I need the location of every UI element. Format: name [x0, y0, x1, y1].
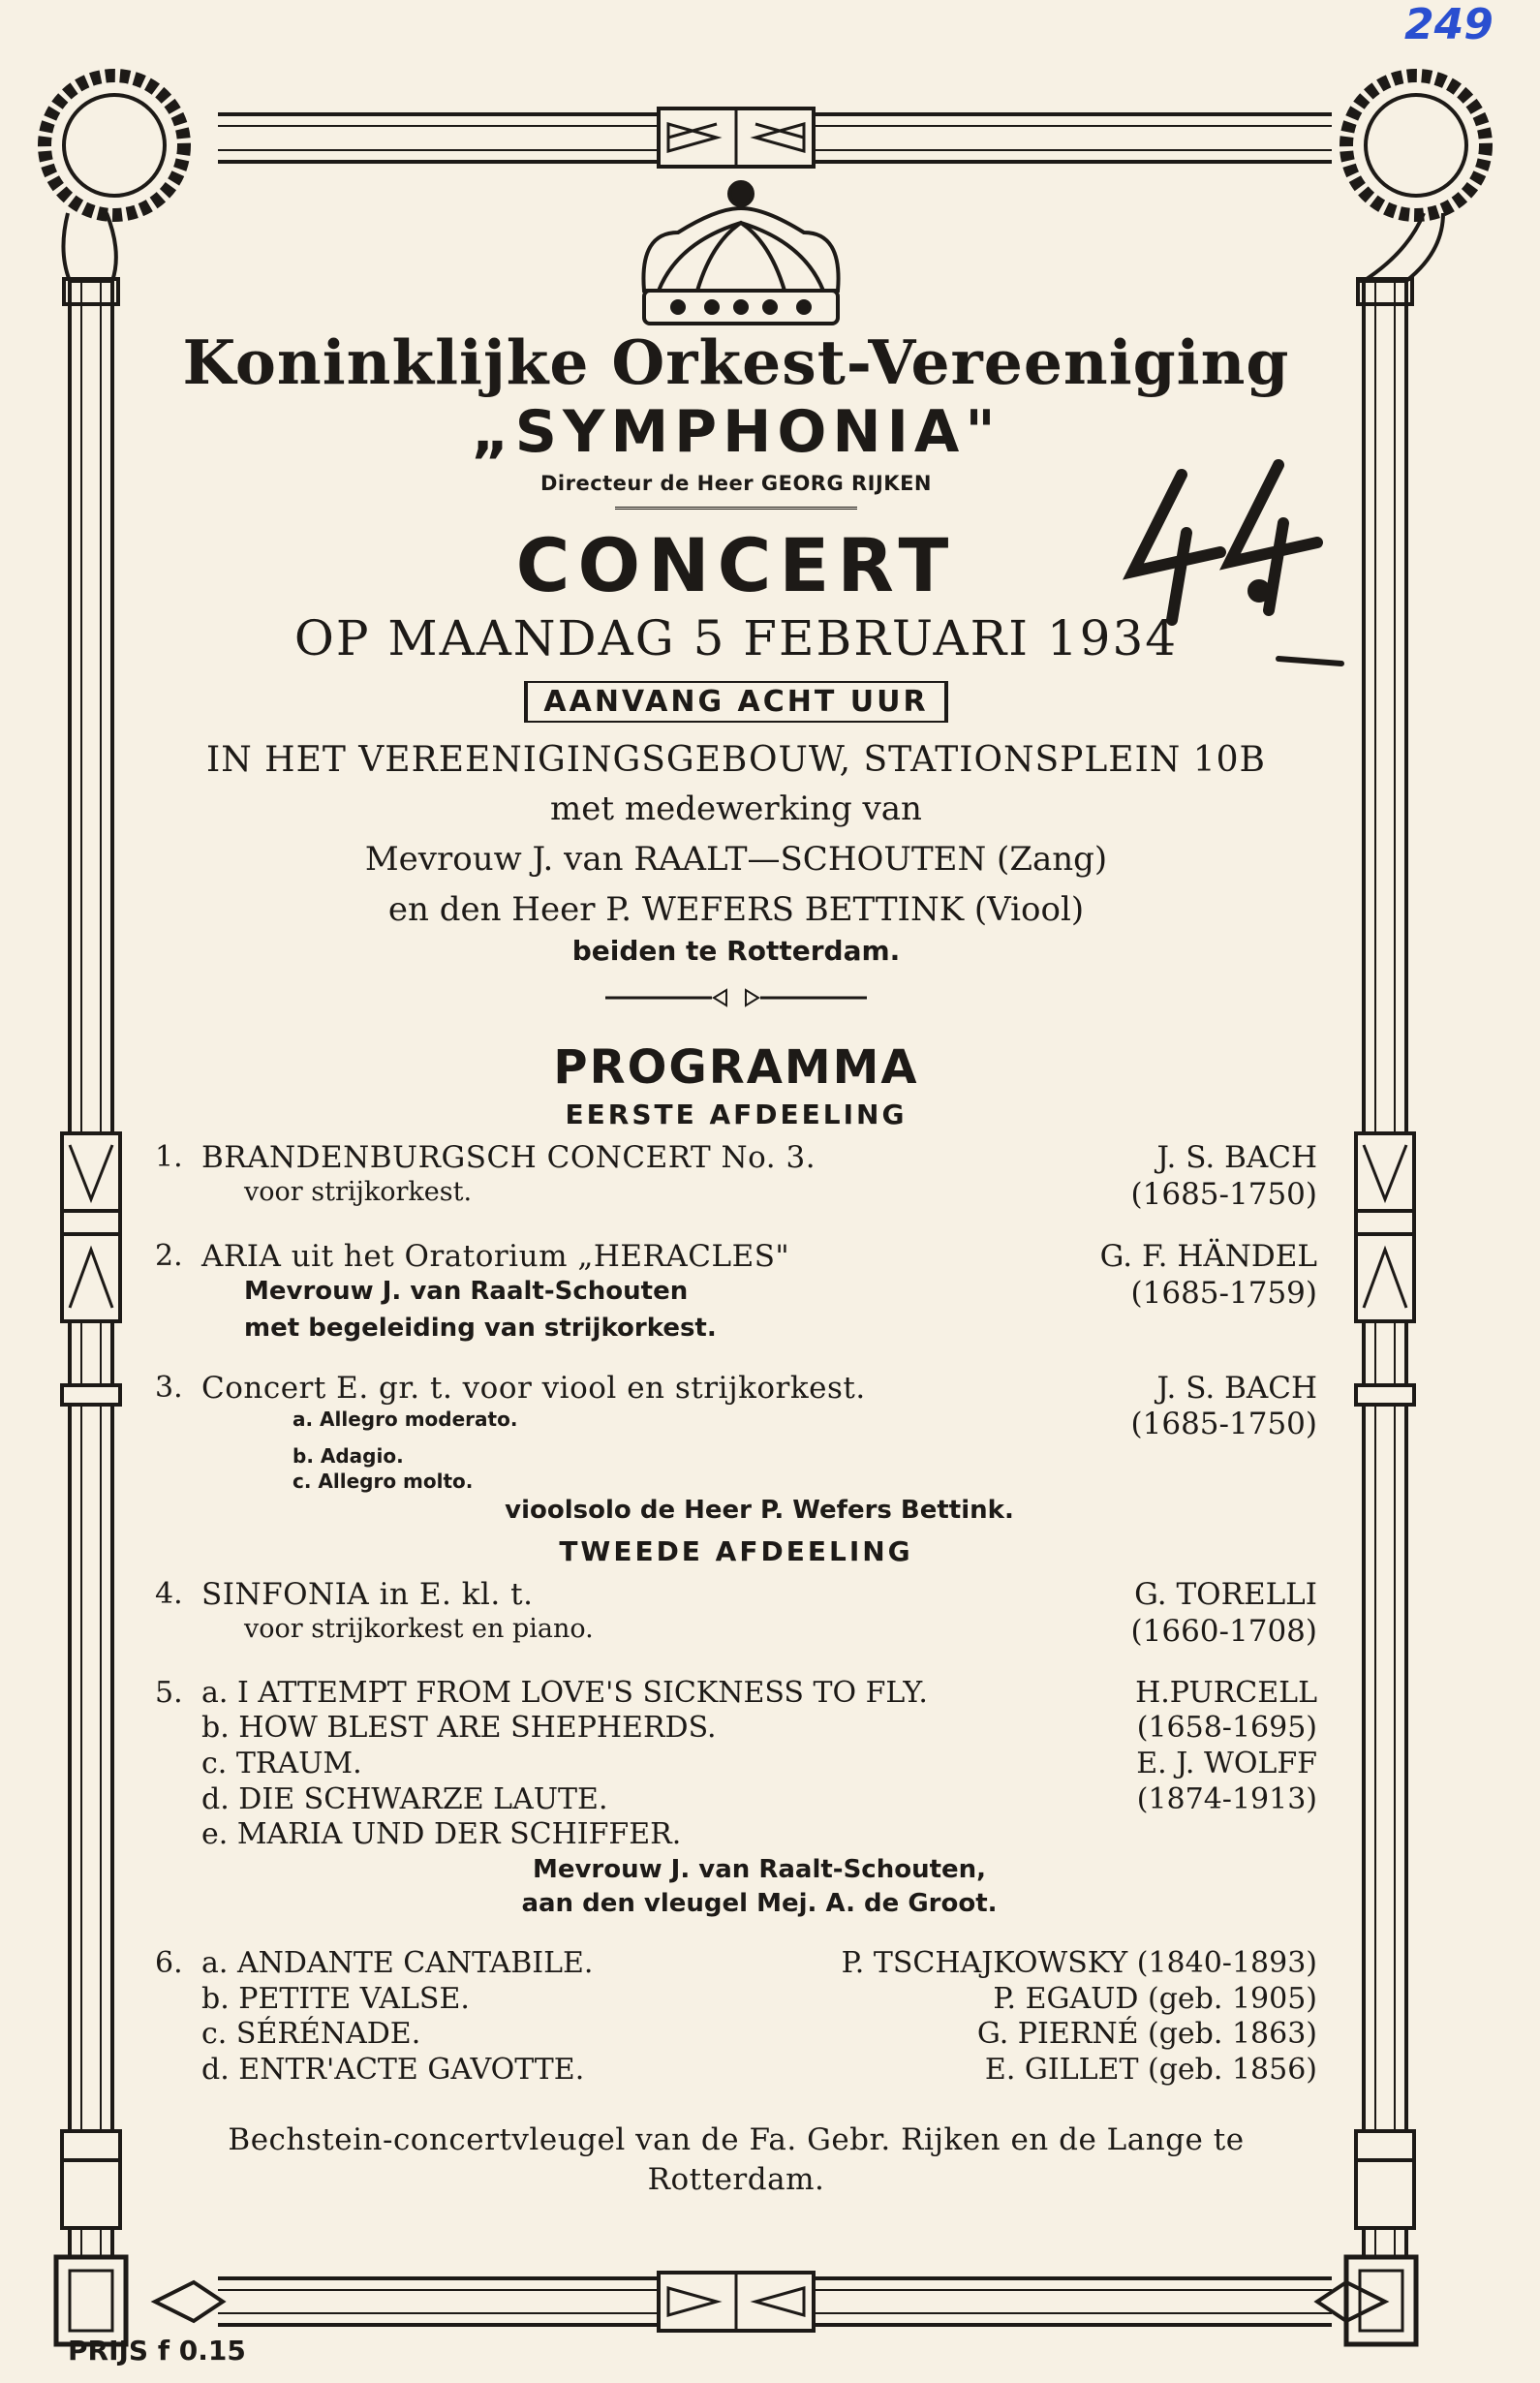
song-title: HOW BLEST ARE SHEPHERDS.: [238, 1711, 717, 1746]
start-time-box: AANVANG ACHT UUR: [524, 681, 947, 723]
concert-date: OP MAANDAG 5 FEBRUARI 1934: [293, 609, 1179, 666]
performers-origin: beiden te Rotterdam.: [571, 935, 901, 968]
programme-item-2: [155, 1239, 1317, 1345]
program-content: [155, 326, 1317, 2199]
divider: [615, 507, 857, 513]
song-title: TRAUM.: [235, 1747, 362, 1781]
song-title: DIE SCHWARZE LAUTE.: [238, 1781, 608, 1816]
line-letter: b.: [201, 1981, 230, 2016]
part-one-heading: EERSTE AFDEELING: [565, 1099, 908, 1131]
item-composer: J. S. BACH: [1156, 1140, 1317, 1176]
programme-item-5: [155, 1676, 1317, 1921]
song-title: I ATTEMPT FROM LOVE'S SICKNESS TO FLY.: [236, 1675, 928, 1710]
item-composer: J. S. BACH: [1156, 1370, 1317, 1406]
item-years: (1685-1759): [1130, 1275, 1317, 1311]
concert-title: CONCERT: [515, 522, 957, 609]
programme-title: PROGRAMMA: [553, 1040, 919, 1096]
item-number: 6.: [155, 1946, 183, 1980]
venue: IN HET VEREENIGINGSGEBOUW, STATIONSPLEIN 10B: [206, 739, 1266, 780]
song-composer: E. J. WOLFF: [1136, 1747, 1317, 1781]
part-two-heading: TWEEDE AFDEELING: [559, 1535, 913, 1568]
programme-item-4: [155, 1577, 1317, 1651]
line-letter: a.: [201, 1675, 229, 1710]
programme-items-part-two: [155, 1577, 1317, 2088]
director-line: Directeur de Heer GEORG RIJKEN: [539, 472, 933, 496]
item-number: 4.: [155, 1577, 183, 1612]
item-performer: Mevrouw J. van Raalt-Schouten: [244, 1276, 689, 1306]
song-years: (1658-1695): [1136, 1711, 1317, 1746]
piano-credit-line-2: Rotterdam.: [647, 2161, 825, 2197]
item-subtitle: voor strijkorkest.: [244, 1177, 473, 1208]
piece-composer: E. GILLET (geb. 1856): [984, 2052, 1317, 2087]
programme-item-3: [155, 1371, 1317, 1529]
item-number: 2.: [155, 1239, 183, 1274]
item-accompaniment: met begeleiding van strijkorkest.: [244, 1313, 717, 1343]
programme-item-1: [155, 1140, 1317, 1214]
song-composer: H.PURCELL: [1135, 1675, 1317, 1710]
movement-a: a. Allegro moderato.: [293, 1408, 518, 1432]
piece-composer: P. TSCHAJKOWSKY (1840-1893): [841, 1946, 1317, 1980]
line-letter: d.: [201, 1781, 230, 1816]
item-subtitle: voor strijkorkest en piano.: [244, 1614, 594, 1645]
orchestra-name: „SYMPHONIA": [471, 398, 1001, 467]
piece-title: ANDANTE CANTABILE.: [236, 1946, 594, 1980]
programme-items: [155, 1140, 1317, 1528]
item-number: 1.: [155, 1140, 183, 1175]
item-years: (1660-1708): [1130, 1614, 1317, 1650]
item-credit-1: Mevrouw J. van Raalt-Schouten,: [532, 1854, 987, 1884]
item-number: 3.: [155, 1370, 183, 1405]
society-name: Koninklijke Orkest-Vereeniging: [182, 326, 1290, 398]
ornament-divider: [605, 988, 867, 1007]
song-title: MARIA UND DER SCHIFFER.: [236, 1817, 682, 1852]
item-composer: G. F. HÄNDEL: [1099, 1239, 1317, 1275]
price-label: PRIJS f 0.15: [68, 2335, 246, 2367]
piece-title: ENTR'ACTE GAVOTTE.: [238, 2052, 585, 2087]
movement-c: c. Allegro molto.: [293, 1470, 474, 1494]
item-soloist: vioolsolo de Heer P. Wefers Bettink.: [505, 1496, 1014, 1526]
item-title: BRANDENBURGSCH CONCERT No. 3.: [201, 1140, 816, 1176]
line-letter: b.: [201, 1711, 230, 1746]
piece-composer: G. PIERNÉ (geb. 1863): [976, 2017, 1317, 2052]
line-letter: c.: [201, 1747, 228, 1781]
piano-credit-line-1: Bechstein-concertvleugel van de Fa. Gebr. Rijken en de Lange te: [228, 2122, 1245, 2158]
archive-number: 249: [1404, 0, 1494, 49]
line-letter: a.: [201, 1946, 229, 1980]
piano-credit: [155, 2120, 1317, 2199]
item-composer: G. TORELLI: [1134, 1577, 1317, 1613]
programme-item-6: [155, 1946, 1317, 2088]
song-years: (1874-1913): [1136, 1781, 1317, 1816]
item-years: (1685-1750): [1130, 1177, 1317, 1213]
cooperation-intro: met medewerking van: [550, 789, 922, 828]
line-letter: c.: [201, 2017, 228, 2052]
item-years: (1685-1750): [1130, 1407, 1317, 1442]
line-letter: e.: [201, 1817, 229, 1852]
item-title: SINFONIA in E. kl. t.: [201, 1577, 534, 1613]
movement-b: b. Adagio.: [293, 1444, 404, 1469]
item-title: ARIA uit het Oratorium „HERACLES": [201, 1239, 790, 1275]
crown-icon: [643, 182, 838, 324]
performer-2: en den Heer P. WEFERS BETTINK (Viool): [387, 890, 1085, 930]
item-credit-2: aan den vleugel Mej. A. de Groot.: [521, 1888, 998, 1918]
piece-composer: P. EGAUD (geb. 1905): [993, 1981, 1317, 2016]
item-number: 5.: [155, 1675, 183, 1710]
piece-title: PETITE VALSE.: [238, 1981, 470, 2016]
item-title: Concert E. gr. t. voor viool en strijkorkest.: [201, 1370, 866, 1406]
performer-1: Mevrouw J. van RAALT—SCHOUTEN (Zang): [364, 840, 1108, 880]
piece-title: SÉRÉNADE.: [235, 2017, 421, 2052]
line-letter: d.: [201, 2052, 230, 2087]
